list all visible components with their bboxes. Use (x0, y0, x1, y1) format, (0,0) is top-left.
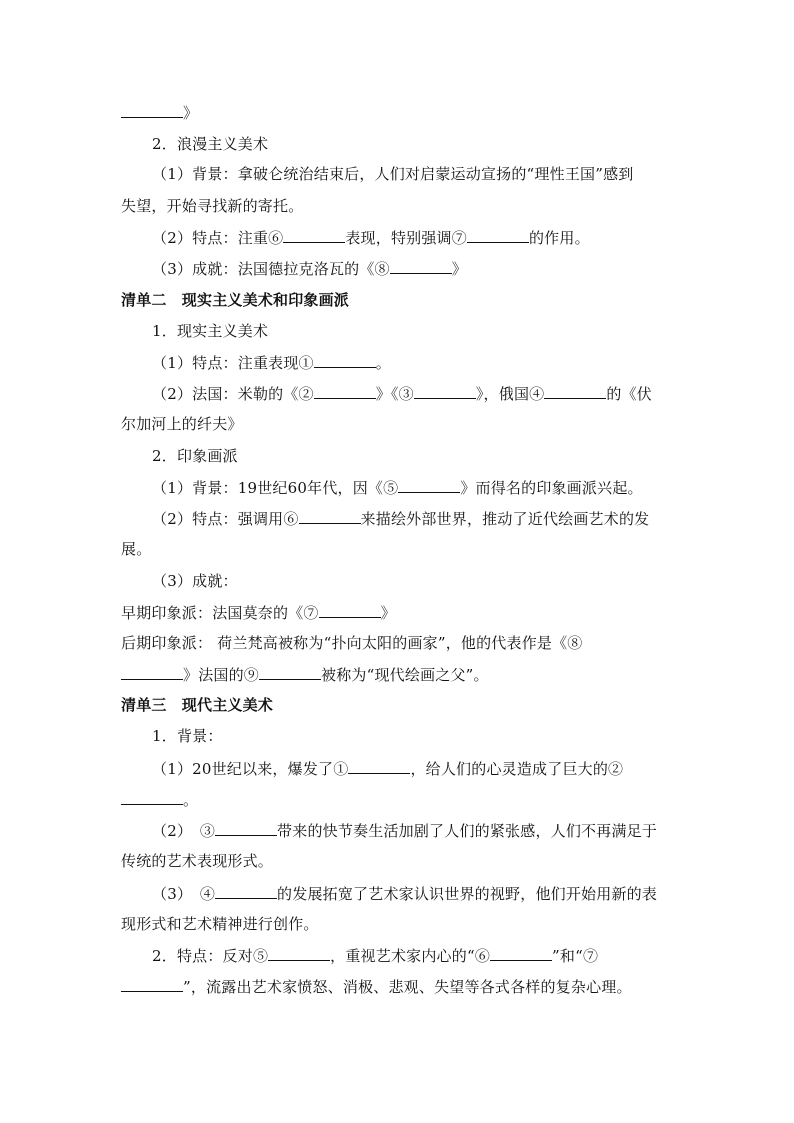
answer-blank[interactable] (299, 507, 361, 524)
text-line: 传统的艺术表现形式。 (121, 852, 274, 870)
text-line: 》法国的⑨ 被称为“现代绘画之父”。 (121, 663, 681, 686)
answer-blank[interactable] (268, 944, 330, 961)
answer-blank[interactable] (414, 382, 476, 399)
answer-blank[interactable] (319, 601, 381, 618)
text-line: 2．特点：反对⑤ ，重视艺术家内心的“⑥ ”和“⑦ (152, 944, 712, 967)
answer-blank[interactable] (215, 819, 277, 836)
text-line: 展。 (121, 540, 152, 558)
text-line: （2）特点：强调用⑥ 来描绘外部世界，推动了近代绘画艺术的发 (152, 507, 712, 530)
text-line: 早期印象派：法国莫奈的《⑦ 》 (121, 601, 681, 624)
text-line: （1）背景：19世纪60年代，因《⑤ 》而得名的印象画派兴起。 (152, 476, 712, 499)
answer-blank[interactable] (259, 663, 321, 680)
section-heading-impressionism: 2．印象画派 (152, 447, 238, 465)
text-line: （3）成就： (152, 572, 238, 590)
answer-blank[interactable] (467, 226, 529, 243)
answer-blank[interactable] (544, 382, 606, 399)
section-heading-background: 1．背景： (152, 727, 223, 745)
answer-blank[interactable] (348, 757, 410, 774)
text-line: ”，流露出艺术家愤怒、消极、悲观、失望等各式各样的复杂心理。 (121, 975, 681, 998)
text-line: （1）特点：注重表现① 。 (152, 351, 712, 374)
text-line: 现形式和艺术精神进行创作。 (121, 915, 319, 933)
answer-blank[interactable] (398, 476, 460, 493)
text-line: 尔加河上的纤夫》 (121, 415, 243, 433)
text-line: （1）20世纪以来，爆发了① ，给人们的心灵造成了巨大的② (152, 757, 712, 780)
text-line: （3）成就：法国德拉克洛瓦的《⑧ 》 (152, 257, 712, 280)
list-heading-2: 清单二 现实主义美术和印象画派 (121, 291, 350, 309)
text-line: 后期印象派： 荷兰梵高被称为“扑向太阳的画家”，他的代表作是《⑧ (121, 634, 583, 652)
answer-blank[interactable] (390, 257, 452, 274)
text-line: （3） ④ 的发展拓宽了艺术家认识世界的视野，他们开始用新的表 (152, 882, 712, 905)
text-line: 》 (121, 101, 681, 124)
answer-blank[interactable] (215, 882, 277, 899)
text-line: （2）特点：注重⑥ 表现，特别强调⑦ 的作用。 (152, 226, 712, 249)
answer-blank[interactable] (121, 101, 183, 118)
text-line: （2） ③ 带来的快节奏生活加剧了人们的紧张感，人们不再满足于 (152, 819, 712, 842)
answer-blank[interactable] (121, 788, 183, 805)
text-line: 。 (121, 788, 681, 811)
answer-blank[interactable] (121, 663, 183, 680)
answer-blank[interactable] (314, 382, 376, 399)
section-heading-romanticism: 2．浪漫主义美术 (152, 135, 269, 153)
text-line: 失望，开始寻找新的寄托。 (121, 197, 304, 215)
section-heading-realism: 1．现实主义美术 (152, 322, 269, 340)
list-heading-3: 清单三 现代主义美术 (121, 696, 274, 714)
answer-blank[interactable] (283, 226, 345, 243)
answer-blank[interactable] (490, 944, 552, 961)
text-line: （2）法国：米勒的《② 》《③ 》，俄国④ 的《伏 (152, 382, 712, 405)
answer-blank[interactable] (314, 351, 376, 368)
text-line: （1）背景：拿破仑统治结束后，人们对启蒙运动宣扬的“理性王国”感到 (152, 165, 634, 183)
answer-blank[interactable] (121, 975, 183, 992)
